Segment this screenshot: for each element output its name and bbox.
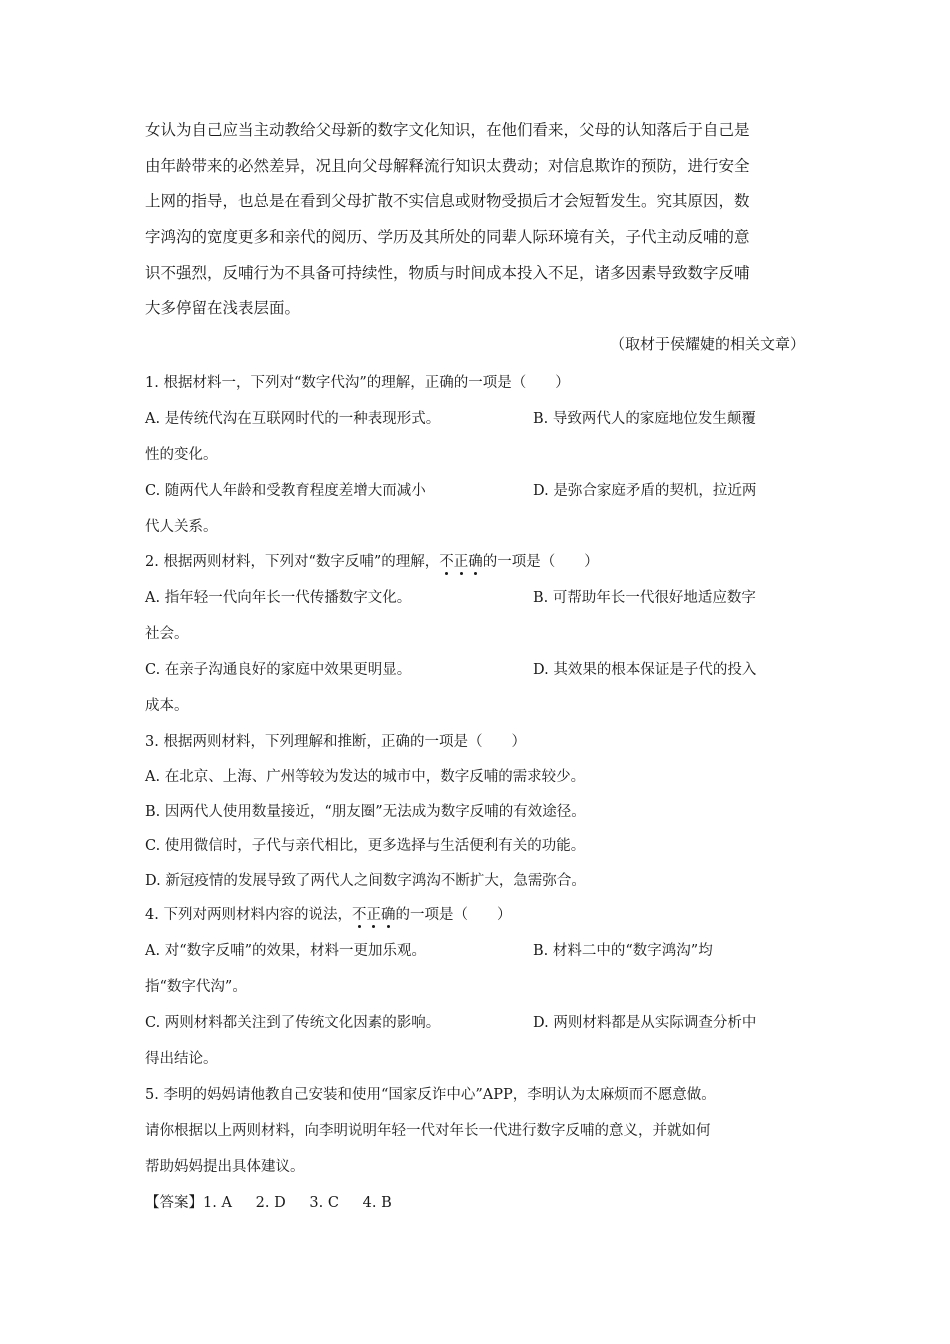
question-4-emphasis: 不正确: [351, 907, 396, 923]
question-2-option-a: A. 指年轻一代向年长一代传播数字文化。: [145, 590, 412, 606]
question-1-option-b-continued: 性的变化。: [145, 447, 218, 463]
question-1-option-d: D. 是弥合家庭矛盾的契机，拉近两: [533, 483, 757, 499]
passage-line: 由年龄带来的必然差异，况且向父母解释流行知识太费动；对信息欺诈的预防，进行安全: [145, 156, 750, 175]
question-4-stem-end: 的一项是（ ）: [395, 907, 512, 923]
question-3-option-b: B. 因两代人使用数量接近，“朋友圈”无法成为数字反哺的有效途径。: [145, 804, 586, 820]
question-1-stem: 1. 根据材料一，下列对“数字代沟”的理解，正确的一项是（ ）: [145, 375, 570, 391]
answer-key: 【答案】1. A 2. D 3. C 4. B: [145, 1195, 392, 1211]
question-4-stem: [145, 905, 511, 925]
question-3-option-d: D. 新冠疫情的发展导致了两代人之间数字鸿沟不断扩大，急需弥合。: [145, 873, 586, 889]
question-2-stem: [145, 552, 599, 572]
question-4-option-c: C. 两则材料都关注到了传统文化因素的影响。: [145, 1015, 441, 1031]
question-5-line-2: 请你根据以上两则材料，向李明说明年轻一代对年长一代进行数字反哺的意义，并就如何: [145, 1123, 711, 1139]
question-2-option-b: B. 可帮助年长一代很好地适应数字: [533, 590, 756, 606]
question-4-option-a: A. 对“数字反哺”的效果，材料一更加乐观。: [145, 943, 427, 959]
question-4-option-b: B. 材料二中的“数字鸿沟”均: [533, 943, 713, 959]
question-4-option-b-continued: 指“数字代沟”。: [145, 979, 247, 995]
passage-source: （取材于侯耀婕的相关文章）: [609, 335, 805, 353]
question-2-emphasis: 不正确: [439, 554, 483, 570]
question-1-option-a: A. 是传统代沟在互联网时代的一种表现形式。: [145, 411, 441, 427]
passage-paragraph: [145, 113, 805, 327]
question-1-option-b: B. 导致两代人的家庭地位发生颠覆: [533, 411, 756, 427]
question-4-option-d-continued: 得出结论。: [145, 1051, 218, 1067]
emphasis-dots-text: [352, 907, 396, 923]
question-5-line-1: 5. 李明的妈妈请他教自己安装和使用“国家反诈中心”APP，李明认为太麻烦而不愿意做。: [145, 1087, 716, 1103]
question-4-option-d: D. 两则材料都是从实际调查分析中: [533, 1015, 757, 1031]
question-3-option-a: A. 在北京、上海、广州等较为发达的城市中，数字反哺的需求较少。: [145, 769, 586, 785]
passage-line: 字鸿沟的宽度更多和亲代的阅历、学历及其所处的同辈人际环境有关，子代主动反哺的意: [145, 228, 750, 247]
question-5-line-3: 帮助妈妈提出具体建议。: [145, 1159, 305, 1175]
question-4-stem-start: 4. 下列对两则材料内容的说法，: [145, 907, 352, 923]
question-2-option-d: D. 其效果的根本保证是子代的投入: [533, 662, 757, 678]
passage-line: 识不强烈，反哺行为不具备可持续性，物质与时间成本投入不足，诸多因素导致数字反哺: [145, 263, 750, 282]
emphasis-dots-icon: [352, 925, 396, 929]
question-2-option-b-continued: 社会。: [145, 626, 189, 642]
passage-line: 女认为自己应当主动教给父母新的数字文化知识，在他们看来，父母的认知落后于自己是: [145, 121, 750, 139]
question-3-stem: 3. 根据两则材料，下列理解和推断，正确的一项是（ ）: [145, 734, 526, 750]
question-1-option-d-continued: 代人关系。: [145, 519, 218, 535]
question-2-option-d-continued: 成本。: [145, 698, 189, 714]
emphasis-dots-text: [439, 554, 483, 570]
question-2-option-c: C. 在亲子沟通良好的家庭中效果更明显。: [145, 662, 412, 678]
passage-line: 大多停留在浅表层面。: [145, 299, 301, 318]
passage-line: 上网的指导，也总是在看到父母扩散不实信息或财物受损后才会短暂发生。究其原因，数: [145, 192, 750, 211]
question-1-option-c: C. 随两代人年龄和受教育程度差增大而减小: [145, 483, 426, 499]
question-2-stem-start: 2. 根据两则材料，下列对“数字反哺”的理解，: [145, 554, 440, 570]
question-3-option-c: C. 使用微信时，子代与亲代相比，更多选择与生活便利有关的功能。: [145, 838, 586, 854]
emphasis-dots-icon: [439, 572, 483, 576]
question-2-stem-end: 的一项是（ ）: [482, 554, 599, 570]
